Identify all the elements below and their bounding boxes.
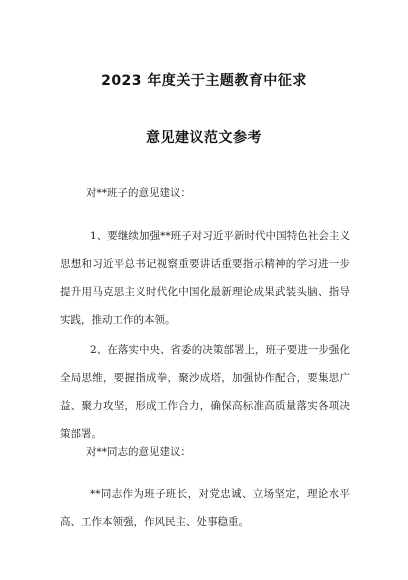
document-title-line-2: 意见建议范文参考 <box>146 130 262 146</box>
paragraph-suggestion-1: 1、要继续加强**班子对习近平新时代中国特色社会主义思想和习近平总书记视察重要讲话重要指示精神的学习进一步提升用马克思主义时代化中国化最新理论成果武装头脑、指导实践，推动工作的本领。 <box>60 230 350 326</box>
section-heading-team: 对**班子的意见建议： <box>86 187 191 199</box>
paragraph-comrade-evaluation: **同志作为班子班长，对党忠诚、立场坚定，理论水平高、工作本领强，作风民主、处事稳重。 <box>60 488 350 528</box>
section-heading-comrade: 对**同志的意见建议： <box>86 446 191 458</box>
paragraph-suggestion-2: 2、在落实中央、省委的决策部署上，班子要进一步强化全局思维，要握指成拳，聚沙成塔，加强协作配合，要集思广益、聚力攻坚，形成工作合力，确保高标准高质量落实各项决策部署。 <box>60 344 350 440</box>
document-title-line-1: 2023 年度关于主题教育中征求 <box>101 73 307 89</box>
